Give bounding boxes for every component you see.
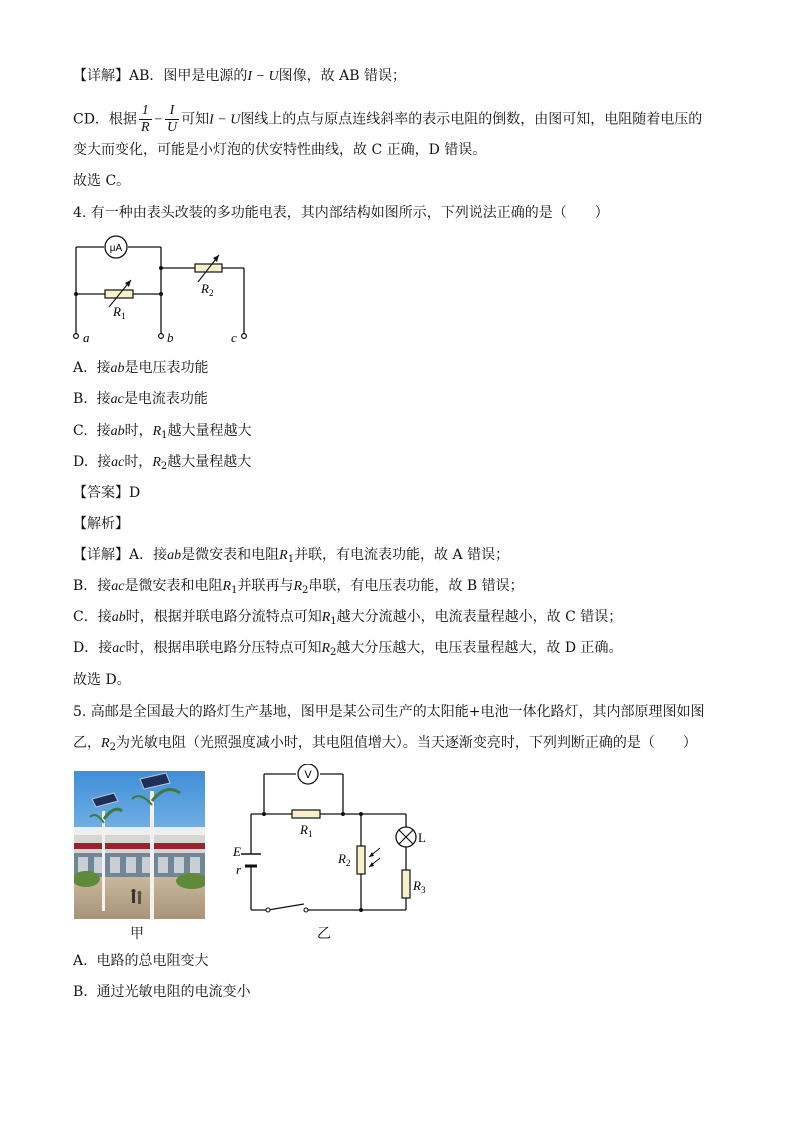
q5-option-b[interactable] — [73, 983, 251, 1001]
text: 越大分压越大，电压表量程越大，故 D 正确。 — [336, 640, 623, 656]
math-var: ac — [112, 641, 126, 656]
math-var: R — [293, 579, 303, 594]
minus-sign: − — [153, 112, 163, 128]
math-var: R — [279, 548, 288, 563]
text: 时， — [124, 454, 153, 470]
label-b: b — [167, 330, 174, 345]
math-var: R — [222, 579, 232, 594]
street-light-photo — [74, 771, 205, 919]
q3-detail-line1 — [73, 67, 406, 86]
frac-num: 1 — [139, 103, 152, 120]
text: 为光敏电阻（光照强度减小时，其电阻值增大）。当天逐渐变亮时，下列判断正确的是（ ） — [115, 735, 697, 751]
option-letter: A. — [73, 360, 88, 376]
q5-stem-line2 — [73, 734, 697, 757]
resistor-r3 — [402, 870, 410, 898]
text: 并联再与 — [237, 578, 294, 594]
q4-detail-a — [73, 546, 509, 569]
subscript: 2 — [109, 742, 116, 753]
text: 可知 — [181, 111, 210, 128]
text: 是电压表功能 — [124, 360, 209, 376]
q4-option-a[interactable] — [73, 359, 208, 378]
label-e: E — [233, 844, 241, 859]
subscript: 1 — [287, 554, 295, 565]
q3-detail-line2 — [73, 103, 702, 136]
terminal-c — [242, 334, 247, 339]
text: 时， — [124, 423, 153, 439]
label-r1: $R_1$ — [113, 304, 126, 321]
math-iu: I − U — [209, 112, 241, 128]
math-var: R — [321, 610, 331, 625]
label-r3: $R_3$ — [413, 878, 426, 895]
option-letter: A. — [73, 953, 88, 969]
figure-label-jia: 甲 — [130, 926, 144, 942]
label-a: a — [83, 330, 90, 345]
text: AB．图甲是电源的 — [129, 68, 248, 84]
detail-tag: 【详解】 — [73, 547, 129, 563]
text: 接 — [97, 454, 112, 470]
q4-detail-b — [73, 577, 524, 600]
text: 是电流表功能 — [123, 391, 208, 407]
q4-stem: 4. 有一种由表头改装的多功能电表，其内部结构如图所示，下列说法正确的是（ ） — [73, 205, 609, 221]
q3-detail-line3: 变大而变化，可能是小灯泡的伏安特性曲线，故 C 正确，D 错误。 — [73, 142, 487, 158]
text: 图线上的点与原点连线斜率的表示电阻的倒数，由图可知，电阻随着电压的 — [240, 111, 703, 128]
subscript: 1 — [231, 585, 238, 596]
q3-choose-line: 故选 C。 — [73, 173, 131, 189]
voltmeter-label: V — [304, 769, 312, 781]
q4-choose-line: 故选 D。 — [73, 672, 131, 688]
text: A．接 — [129, 547, 168, 563]
answer-value: D — [129, 485, 141, 501]
math-var: ab — [111, 610, 126, 625]
label-l: L — [418, 830, 426, 845]
q4-circuit-diagram — [70, 232, 260, 350]
fraction-1-over-r — [139, 103, 152, 136]
option-text: 电路的总电阻变大 — [96, 953, 209, 969]
detail-tag: 【详解】 — [73, 68, 129, 84]
frac-den: U — [166, 120, 178, 135]
option-letter: B. — [73, 391, 88, 407]
text: 接 — [96, 360, 111, 376]
math-var: R — [321, 641, 331, 656]
terminal-b — [159, 334, 164, 339]
math-var: ab — [167, 548, 182, 563]
math-var: R — [152, 455, 161, 470]
option-letter: C. — [73, 423, 88, 439]
q5-circuit-diagram — [228, 764, 438, 922]
label-r2: $R_2$ — [338, 851, 351, 868]
text: B．接 — [73, 578, 112, 594]
fraction-i-over-u — [165, 103, 179, 136]
text: 接 — [96, 423, 111, 439]
label-r: r — [236, 862, 242, 877]
text: C．接 — [73, 609, 112, 625]
figure-label-yi: 乙 — [317, 926, 331, 942]
math-var: ac — [111, 455, 125, 470]
subscript: 1 — [161, 430, 168, 441]
switch-terminal — [304, 908, 308, 912]
text: D．接 — [73, 640, 113, 656]
math-iu: I − U — [247, 69, 279, 84]
math-var: R — [101, 736, 110, 751]
text: 越大量程越大 — [167, 423, 252, 439]
math-var: ab — [110, 361, 125, 376]
text: 乙， — [73, 735, 101, 751]
subscript: 1 — [330, 616, 337, 627]
q4-analysis-tag: 【解析】 — [73, 516, 129, 532]
terminal-a — [74, 334, 79, 339]
label-r2: $R_2$ — [201, 281, 214, 298]
text: 是微安表和电阻 — [181, 547, 280, 563]
label-c: c — [231, 330, 237, 345]
text: 并联，有电流表功能，故 A 错误； — [294, 547, 510, 563]
text: 串联，有电压表功能，故 B 错误； — [308, 578, 524, 594]
q5-option-a[interactable] — [73, 952, 208, 970]
photoresistor-r2 — [357, 846, 365, 874]
text: 是微安表和电阻 — [124, 578, 223, 594]
q4-answer — [73, 484, 140, 502]
q5-stem-line1: 5. 高邮是全国最大的路灯生产基地，图甲是某公司生产的太阳能+电池一体化路灯，其内部原理图如图 — [73, 704, 705, 720]
text: 时，根据并联电路分流特点可知 — [125, 609, 322, 625]
frac-den: R — [140, 120, 150, 135]
text: 越大量程越大 — [167, 454, 252, 470]
frac-num: I — [165, 103, 179, 120]
text: 越大分流越小，电流表量程越小，故 C 错误； — [336, 609, 623, 625]
math-var: ac — [111, 579, 125, 594]
option-letter: D. — [73, 454, 89, 470]
subscript: 2 — [330, 647, 337, 658]
switch-terminal — [266, 908, 270, 912]
q4-detail-c — [73, 608, 622, 631]
label-r1: $R_1$ — [300, 822, 313, 839]
q4-option-b[interactable] — [73, 390, 208, 409]
option-text: 通过光敏电阻的电流变小 — [96, 984, 251, 1000]
meter-label: μA — [109, 243, 123, 254]
math-var: R — [152, 424, 162, 439]
option-letter: B. — [73, 984, 88, 1000]
math-var: ac — [110, 392, 124, 407]
subscript: 2 — [160, 461, 168, 472]
q4-option-d[interactable] — [73, 453, 251, 476]
answer-tag: 【答案】 — [73, 485, 129, 501]
text: 时，根据串联电路分压特点可知 — [125, 640, 322, 656]
text: 图像，故 AB 错误； — [278, 68, 406, 84]
text: CD．根据 — [73, 111, 137, 128]
math-var: ab — [110, 424, 125, 439]
resistor-r1 — [292, 810, 320, 818]
q4-option-c[interactable] — [73, 422, 252, 445]
text: 接 — [96, 391, 111, 407]
subscript: 2 — [302, 585, 309, 596]
q4-detail-d — [73, 639, 623, 662]
